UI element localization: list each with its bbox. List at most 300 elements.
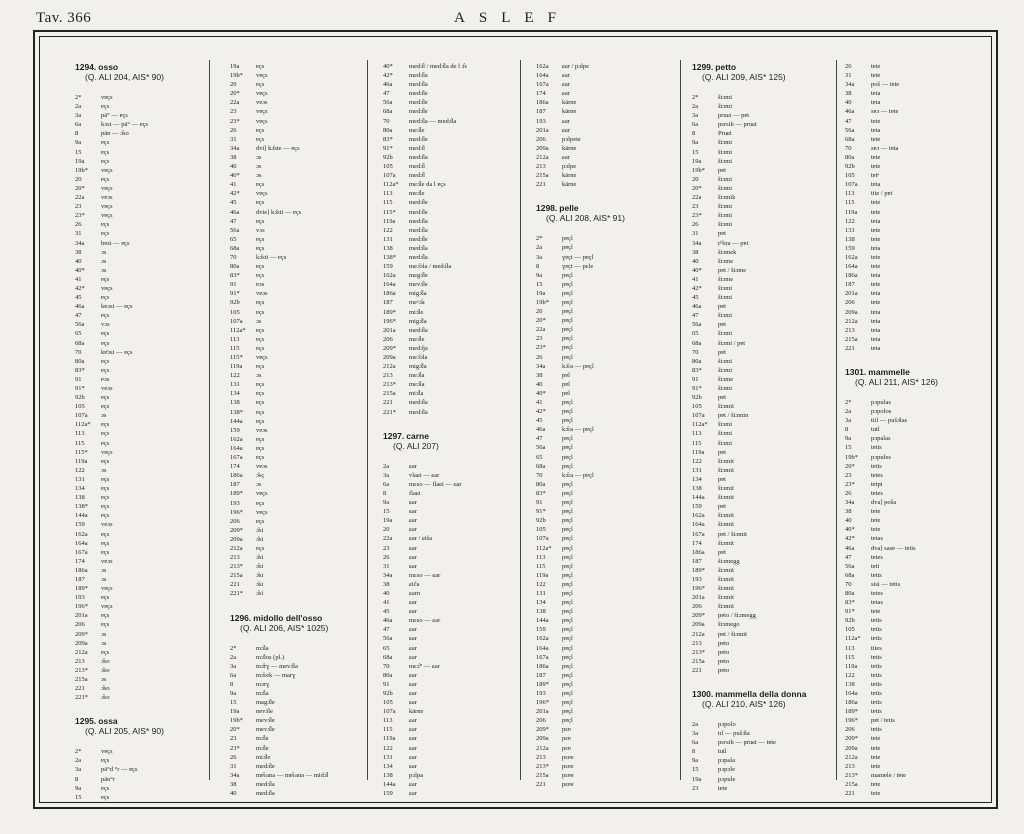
dialect-form: tɐta <box>871 90 881 98</box>
survey-point: 46a <box>383 81 393 89</box>
survey-point: 213* <box>383 381 396 389</box>
survey-point: 221 <box>536 780 546 788</box>
survey-point: 22a <box>536 326 546 334</box>
survey-point: 56a <box>383 99 393 107</box>
dialect-row <box>75 229 205 238</box>
survey-point: 92b <box>383 690 393 697</box>
dialect-form: pɔpalas <box>871 435 891 443</box>
dialect-form: tɐtes <box>871 553 883 561</box>
dialect-row <box>383 271 518 280</box>
dialect-row <box>230 189 365 198</box>
survey-point: 213* <box>692 648 705 656</box>
dialect-form: ɕar <box>409 644 417 652</box>
survey-point: 2* <box>692 94 699 101</box>
dialect-row <box>845 571 985 580</box>
dialect-row <box>383 762 518 771</box>
survey-point: 189* <box>383 308 396 316</box>
survey-point: 187 <box>383 299 393 307</box>
dialect-row <box>383 625 518 634</box>
dialect-form: migɔ̂la <box>409 317 427 325</box>
survey-point: 213* <box>75 666 88 674</box>
dialect-form: štɔmi <box>718 330 733 338</box>
dialect-form: pɐt <box>718 303 726 311</box>
dialect-form: tɐtis <box>871 444 882 452</box>
survey-point: 47 <box>845 117 852 125</box>
survey-point: 167a <box>536 81 549 89</box>
dialect-row <box>845 253 985 262</box>
survey-point: 212a <box>845 317 858 325</box>
survey-point: 138* <box>230 408 243 416</box>
dialect-form: tɐte <box>871 780 881 788</box>
dialect-form: tɐte <box>871 517 881 525</box>
dialect-form: ɕar <box>409 599 417 607</box>
dialect-row <box>692 466 832 475</box>
entry-title <box>230 613 365 623</box>
survey-point: 23 <box>845 471 852 479</box>
dialect-form: štɔmit <box>718 594 734 602</box>
survey-point: 112a* <box>845 635 861 643</box>
dialect-row <box>536 362 676 371</box>
dialect-form: pɐçl <box>562 344 573 352</box>
dialect-form: pɐçl <box>562 508 573 516</box>
dialect-form: migɔ̂la <box>409 290 427 298</box>
dialect-row <box>383 308 518 317</box>
dialect-form: ɐçs <box>256 363 265 371</box>
dialect-row <box>845 762 985 771</box>
survey-point: 3a <box>230 662 237 670</box>
survey-point: 115 <box>75 439 85 447</box>
dialect-row <box>536 780 676 789</box>
survey-point: 209a <box>536 735 549 743</box>
dialect-form: mɔ̂la <box>256 644 269 652</box>
dialect-row <box>230 198 365 207</box>
survey-point: 20* <box>692 184 702 192</box>
survey-point: 2a <box>230 653 237 661</box>
dialect-form: tɐta <box>871 290 881 298</box>
survey-point: 31 <box>230 135 237 143</box>
survey-point: 56a <box>230 226 240 234</box>
survey-point: 189* <box>230 490 243 498</box>
dialect-row <box>383 117 518 126</box>
entry-reference: (Q. ALI 205, AIS* 90) <box>85 726 164 737</box>
dialect-row <box>75 584 205 593</box>
dialect-row <box>75 266 205 275</box>
dialect-row <box>383 162 518 171</box>
entry-word: osso <box>98 62 119 72</box>
dialect-row <box>75 566 205 575</box>
dialect-row <box>230 571 365 580</box>
dialect-form: tɐtes <box>871 471 883 479</box>
dialect-row <box>692 202 832 211</box>
dialect-row <box>75 611 205 620</box>
survey-point: 80a <box>845 589 855 597</box>
survey-point: 107a <box>692 412 705 420</box>
entry-block <box>75 62 205 702</box>
dialect-form: tɐte <box>871 263 881 271</box>
dialect-row <box>383 598 518 607</box>
dialect-form: ɐçs <box>101 503 110 511</box>
survey-point: 206 <box>692 603 702 611</box>
survey-point: 221* <box>383 408 396 416</box>
survey-point: 23* <box>230 744 240 752</box>
dialect-row <box>230 589 365 598</box>
dialect-row <box>383 734 518 743</box>
dialect-form: pɐçl <box>562 326 573 334</box>
survey-point: 164a <box>383 281 396 289</box>
entry-block <box>692 62 832 675</box>
survey-point: 80a <box>536 480 546 488</box>
dialect-form: štɔmi <box>718 157 733 165</box>
dialect-form: medɔ̂la <box>409 326 428 334</box>
survey-point: 107a <box>536 535 549 543</box>
dialect-form: štɔmi / pɐt <box>718 339 746 347</box>
dialect-form: ɕar <box>409 790 417 798</box>
dialect-row <box>75 493 205 502</box>
dialect-row <box>692 484 832 493</box>
dialect-row <box>692 102 832 111</box>
dialect-row <box>845 680 985 689</box>
survey-point: 41 <box>692 275 699 283</box>
survey-point: 40 <box>692 257 699 265</box>
dialect-form: ɐçs <box>101 439 110 447</box>
survey-point: 209a <box>536 144 549 152</box>
dialect-row <box>845 744 985 753</box>
dialect-form: pɐçl <box>562 399 573 406</box>
dialect-row <box>692 630 832 639</box>
survey-point: 70 <box>536 471 543 479</box>
dialect-form: medɔ̂le <box>256 762 275 770</box>
survey-point: 206 <box>230 517 240 525</box>
dialect-form: štɔmit <box>718 566 734 574</box>
survey-point: 8 <box>692 748 696 756</box>
survey-point: 19b* <box>845 453 858 461</box>
survey-point: 107a <box>75 412 88 420</box>
dialect-row <box>536 253 676 262</box>
dialect-row <box>692 566 832 575</box>
dialect-row <box>845 226 985 235</box>
dialect-row <box>692 357 832 366</box>
survey-point: 40* <box>845 526 855 534</box>
dialect-row <box>536 162 676 171</box>
survey-point: 34a <box>692 239 702 247</box>
dialect-row <box>845 407 985 416</box>
survey-point: 38 <box>536 371 543 379</box>
dialect-row <box>536 680 676 689</box>
dialect-row <box>845 662 985 671</box>
survey-point: 80a <box>75 357 85 365</box>
survey-point: 119a <box>536 571 549 579</box>
dialect-row <box>230 289 365 298</box>
dialect-row <box>845 698 985 707</box>
dialect-form: ɕar <box>409 726 417 734</box>
dialect-row <box>383 289 518 298</box>
dialect-form: ɐçs <box>101 366 110 374</box>
dialect-row <box>230 380 365 389</box>
survey-point: 34a <box>383 571 393 579</box>
dialect-row <box>230 698 365 707</box>
dialect-row <box>692 575 832 584</box>
survey-point: 196* <box>230 508 243 516</box>
dialect-row <box>692 738 832 747</box>
survey-point: 213* <box>845 771 858 779</box>
entry-reference: (Q. ALI 211, AIS* 126) <box>855 377 939 387</box>
dialect-row <box>845 80 985 89</box>
dialect-form: ɐçs <box>101 175 110 183</box>
entry-block <box>383 431 518 798</box>
dialect-row <box>230 762 365 771</box>
dialect-row <box>845 62 985 71</box>
dialect-row <box>75 339 205 348</box>
dialect-form: pɐçl <box>562 599 573 607</box>
dialect-form: tɐti <box>871 562 880 570</box>
survey-point: 186a <box>536 662 549 670</box>
dialect-form: medɔ̂l / medɔ̂la de l ɔ̂s <box>409 63 467 70</box>
dialect-row <box>536 553 676 562</box>
survey-point: 113 <box>230 335 240 343</box>
dialect-row <box>383 571 518 580</box>
survey-point: 26 <box>845 63 852 70</box>
dialect-form: ɕar <box>409 462 417 470</box>
dialect-row <box>845 308 985 317</box>
survey-point: 9a <box>692 139 699 147</box>
survey-point: 105 <box>383 699 393 707</box>
survey-point: 134 <box>230 390 240 398</box>
entry-word: pelle <box>559 203 579 214</box>
dialect-form: ɐçs <box>256 454 265 462</box>
dialect-form: kärne <box>562 172 577 180</box>
survey-point: 26 <box>536 353 543 361</box>
entry-number: 1296. <box>230 612 252 623</box>
dialect-row <box>75 657 205 666</box>
dialect-row <box>536 135 676 144</box>
dialect-form: tɐte <box>871 762 881 770</box>
dialect-form: pɐçl <box>562 617 573 625</box>
dialect-form: tɐta <box>871 326 881 334</box>
survey-point: 91* <box>75 385 85 392</box>
survey-point: 115 <box>536 562 546 570</box>
dialect-row <box>383 244 518 253</box>
dialect-row <box>230 689 365 698</box>
atlas-title: ASLEF <box>454 10 570 26</box>
dialect-row <box>845 707 985 716</box>
dialect-row <box>692 311 832 320</box>
survey-point: 122 <box>536 580 546 588</box>
dialect-form: pɔpules <box>871 453 891 461</box>
entry-block <box>692 689 832 793</box>
dialect-form: pän — ɔ̂so <box>101 130 129 138</box>
dialect-form: ɐçs <box>101 612 110 620</box>
survey-point: 201a <box>75 612 88 620</box>
dialect-form: kɐ̈ɔsi — ɐçs <box>101 348 133 356</box>
survey-point: 119a <box>845 208 858 216</box>
dialect-form: ɕar <box>409 608 417 616</box>
dialect-form: pɐçl <box>562 435 573 443</box>
dialect-row <box>230 426 365 435</box>
dialect-row <box>230 162 365 171</box>
survey-point: 213* <box>536 762 549 770</box>
dialect-form: hɐsi — ɐçs <box>101 239 130 247</box>
survey-point: 159 <box>383 790 393 798</box>
dialect-row <box>536 234 676 243</box>
dialect-row <box>75 457 205 466</box>
dialect-row <box>75 120 205 129</box>
dialect-row <box>692 120 832 129</box>
survey-point: 47 <box>383 90 390 98</box>
survey-point: 186a <box>230 472 243 480</box>
dialect-row <box>230 235 365 244</box>
dialect-form: flaɕi <box>409 489 421 497</box>
dialect-form: ɐçs <box>101 421 110 429</box>
survey-point: 164a <box>536 72 549 80</box>
survey-point: 56a <box>845 562 855 570</box>
dialect-row <box>692 138 832 147</box>
dialect-form: ɔs <box>256 372 262 380</box>
dialect-row <box>75 193 205 202</box>
dialect-row <box>383 471 518 480</box>
dialect-row <box>536 489 676 498</box>
survey-point: 196* <box>845 717 858 725</box>
dialect-row <box>75 102 205 111</box>
dialect-row <box>75 357 205 366</box>
dialect-row <box>845 734 985 743</box>
dialect-form: ɕar <box>409 744 417 752</box>
dialect-form: medɔ̂la <box>409 72 428 80</box>
dialect-form: sisi — tɐtis <box>871 580 901 588</box>
dialect-row <box>383 171 518 180</box>
dialect-form: ɔs <box>101 575 107 583</box>
survey-point: 159 <box>692 503 702 511</box>
dialect-form: ɐçs <box>101 793 110 801</box>
dialect-row <box>75 784 205 793</box>
survey-point: 115* <box>383 208 396 216</box>
dialect-row <box>383 698 518 707</box>
survey-point: 9a <box>845 435 852 443</box>
survey-point: 164a <box>230 444 243 452</box>
survey-point: 91* <box>692 385 702 392</box>
dialect-form: štɔmi <box>718 221 733 229</box>
survey-point: 131 <box>845 226 855 234</box>
dialect-form: pɔpɔle <box>718 766 735 774</box>
survey-point: 164a <box>845 690 858 697</box>
dialect-form: pɐçl <box>562 462 573 470</box>
dialect-form: sɐɔ — tɐte <box>871 108 899 116</box>
dialect-form: ɔ̂so <box>101 694 110 702</box>
dialect-row <box>845 462 985 471</box>
dialect-row <box>845 107 985 116</box>
survey-point: 91* <box>845 608 855 616</box>
dialect-row <box>692 339 832 348</box>
survey-point: 70 <box>75 348 82 356</box>
survey-point: 68a <box>845 571 855 579</box>
dialect-form: štɔmi <box>718 212 733 220</box>
dialect-row <box>230 353 365 362</box>
dialect-row <box>845 317 985 326</box>
dialect-form: štɔmi <box>718 175 733 183</box>
survey-point: 113 <box>383 717 393 725</box>
dialect-row <box>845 434 985 443</box>
dialect-row <box>536 280 676 289</box>
survey-point: 15 <box>75 793 82 801</box>
survey-point: 186a <box>845 272 858 280</box>
dialect-row <box>383 562 518 571</box>
dialect-row <box>75 411 205 420</box>
dialect-form: mɔrɣ <box>256 680 270 688</box>
survey-point: 20* <box>230 726 240 734</box>
dialect-row <box>536 289 676 298</box>
dialect-row <box>383 62 518 71</box>
survey-point: 112a* <box>536 544 552 552</box>
dialect-form: ɔ̂so <box>101 666 110 674</box>
survey-point: 40 <box>230 163 237 171</box>
dialect-form: tite / pɐt <box>871 190 893 198</box>
column-5 <box>692 62 832 792</box>
survey-point: 83* <box>230 272 240 280</box>
dialect-form: pɛɐe <box>562 753 574 761</box>
survey-point: 68a <box>383 653 393 661</box>
dialect-row <box>75 548 205 557</box>
column-divider <box>680 60 681 780</box>
survey-point: 213 <box>536 753 546 761</box>
dialect-row <box>75 311 205 320</box>
dialect-form: pɛɐ <box>562 735 571 743</box>
survey-point: 2a <box>845 408 852 416</box>
dialect-row <box>383 662 518 671</box>
dialect-row <box>230 707 365 716</box>
dialect-form: vɐçs <box>101 748 113 756</box>
dialect-form: vlaɕi — ɕar <box>409 471 440 479</box>
dialect-form: pɐçl <box>562 453 573 461</box>
dialect-form: pɐçl <box>562 562 573 570</box>
dialect-form: meɔ̂ɔla <box>409 354 428 361</box>
survey-point: 162a <box>230 435 243 443</box>
survey-point: 144a <box>692 494 705 502</box>
dialect-row <box>845 562 985 571</box>
survey-point: 2a <box>692 103 699 111</box>
dialect-row <box>383 707 518 716</box>
survey-point: 2* <box>75 748 82 756</box>
dialect-form: mɛso — flaɕi — ɕar <box>409 480 462 488</box>
dialect-row <box>75 484 205 493</box>
survey-point: 201a <box>692 594 705 602</box>
dialect-row <box>230 680 365 689</box>
dialect-form: štɔmit <box>718 521 734 529</box>
dialect-form: ɕar / pɔlpe <box>562 63 590 70</box>
survey-point: 2* <box>845 399 852 406</box>
survey-point: 122 <box>75 466 85 474</box>
dialect-row <box>692 747 832 756</box>
dialect-form: ɕar <box>562 126 570 134</box>
survey-point: 119a <box>75 457 88 465</box>
dialect-form: ɕar <box>409 499 417 507</box>
dialect-form: ɕar <box>409 699 417 707</box>
survey-point: 46a <box>845 544 855 552</box>
dialect-row <box>75 793 205 802</box>
survey-point: 209a <box>845 308 858 316</box>
dialect-row <box>692 366 832 375</box>
dialect-form: ɔ̂si <box>256 535 264 543</box>
survey-point: 159 <box>75 521 85 529</box>
dialect-form: dvi] kɔ̂ste — ɐçs <box>256 144 300 152</box>
survey-point: 23 <box>383 544 390 552</box>
dialect-form: kɐɔsi — ɐçs <box>101 303 133 311</box>
dialect-form: tutl <box>718 748 727 756</box>
dialect-row <box>383 89 518 98</box>
dialect-form: pɐt / štɔme <box>718 266 747 274</box>
dialect-row <box>692 411 832 420</box>
survey-point: 134 <box>383 762 393 770</box>
survey-point: 196* <box>536 699 549 707</box>
survey-point: 164a <box>536 644 549 652</box>
